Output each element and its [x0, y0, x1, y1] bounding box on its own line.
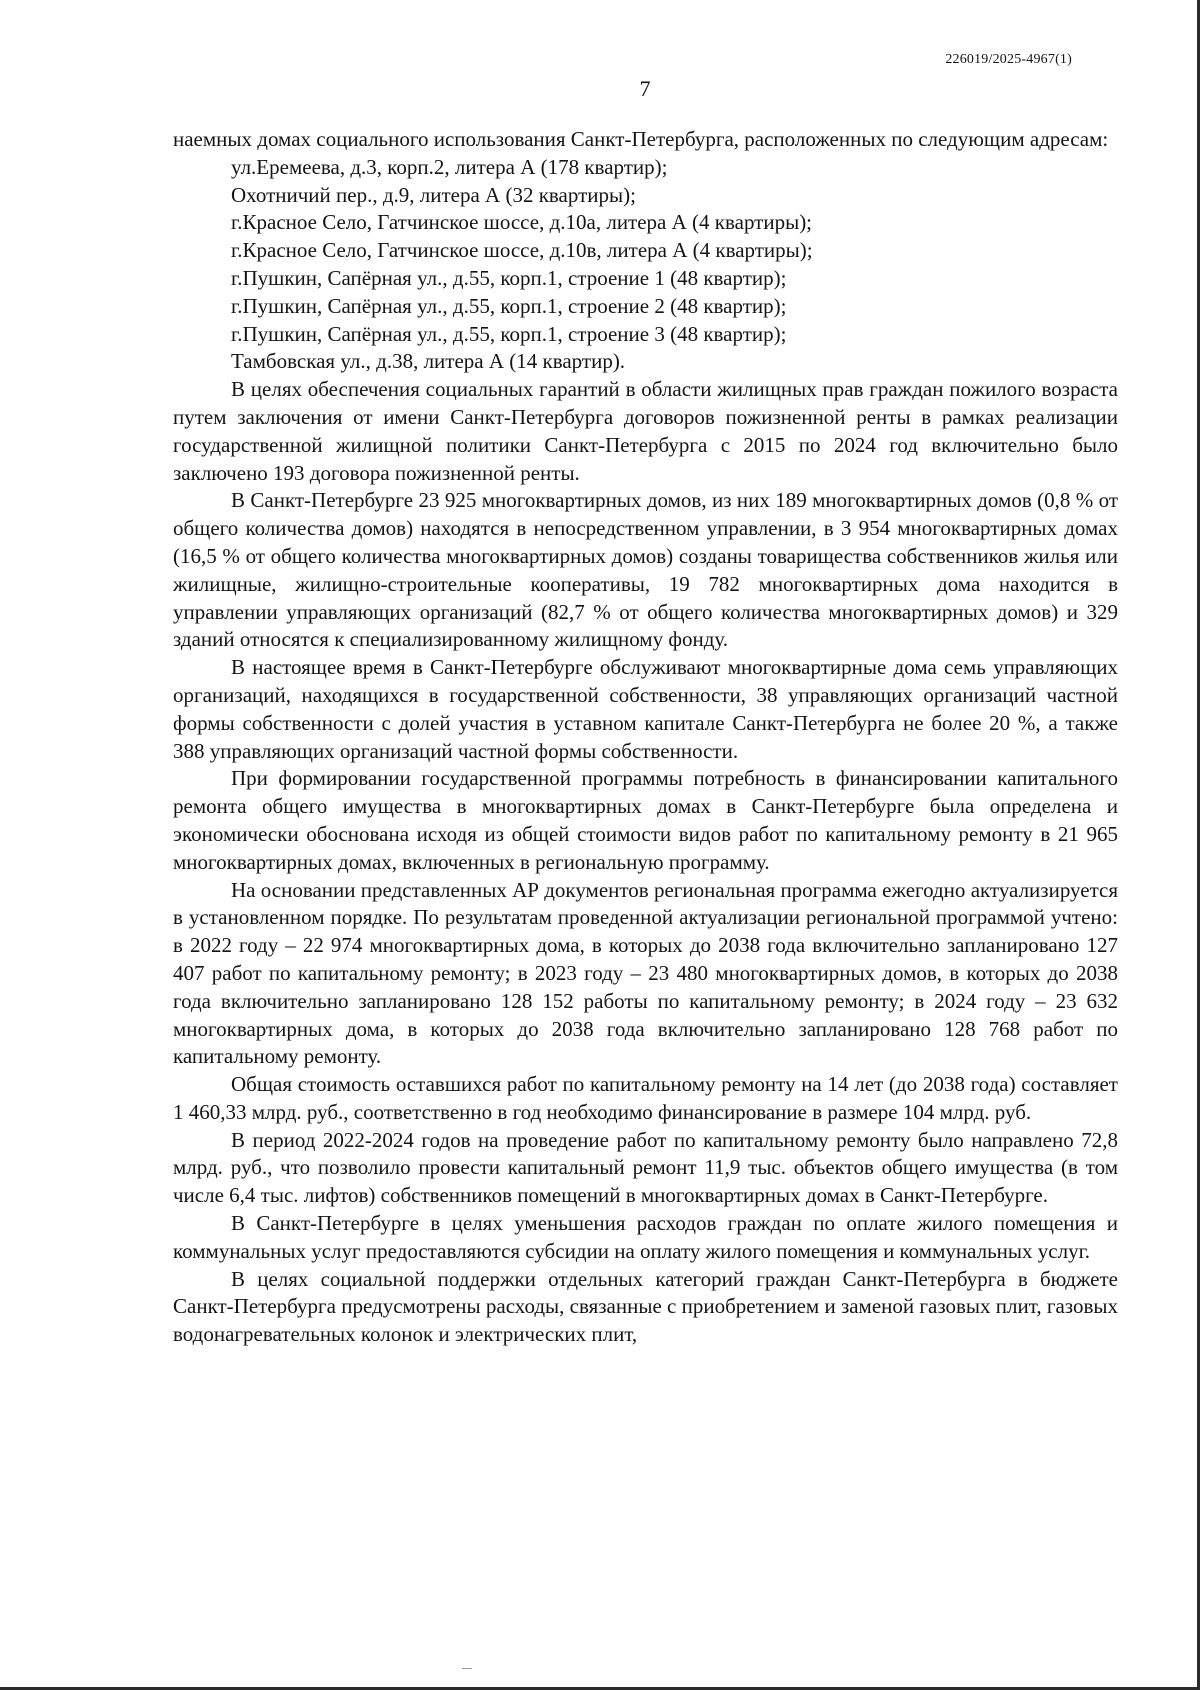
- scan-artifact: [462, 1668, 472, 1669]
- document-body: [173, 126, 1118, 1349]
- address-list: [173, 154, 1118, 376]
- address-item: ул.Еремеева, д.3, корп.2, литера А (178 квартир);: [231, 154, 668, 179]
- paragraph-life-annuity: В целях обеспечения социальных гарантий в области жилищных прав граждан пожилого возраста путем заключения от имени Санкт-Петербурга договоров пожизненной ренты в рамках реализации государственной жилищной политики Санкт-Петербурга с 2015 по 2024 год включительно было заключено 193 договора пожизненной ренты.: [173, 377, 1118, 485]
- address-item: г.Красное Село, Гатчинское шоссе, д.10а, литера А (4 квартиры);: [231, 210, 813, 235]
- address-item: г.Красное Село, Гатчинское шоссе, д.10в, литера А (4 квартиры);: [231, 238, 813, 263]
- address-item: г.Пушкин, Сапёрная ул., д.55, корп.1, строение 2 (48 квартир);: [231, 293, 787, 318]
- page-number: 7: [639, 76, 651, 101]
- address-item: Тамбовская ул., д.38, литера А (14 квартир).: [231, 349, 626, 374]
- paragraph-total-cost: Общая стоимость оставшихся работ по капитальному ремонту на 14 лет (до 2038 года) составляет 1 460,33 млрд. руб., соответственно в год необходимо финансирование в размере 104 млрд. руб.: [173, 1072, 1118, 1124]
- paragraph-management-companies: В настоящее время в Санкт-Петербурге обслуживают многоквартирные дома семь управляющих организаций, находящихся в государственной собственности, 38 управляющих организаций частной формы собственности с долей участия в уставном капитале Санкт-Петербурга не более 20 %, а также 388 управляющих организаций частной формы собственности.: [173, 655, 1118, 763]
- address-item: г.Пушкин, Сапёрная ул., д.55, корп.1, строение 1 (48 квартир);: [231, 265, 787, 290]
- paragraph-subsidies: В Санкт-Петербурге в целях уменьшения расходов граждан по оплате жилого помещения и коммунальных услуг предоставляются субсидии на оплату жилого помещения и коммунальных услуг.: [173, 1211, 1118, 1263]
- intro-paragraph: наемных домах социального использования Санкт-Петербурга, расположенных по следующим адресам:: [173, 127, 1109, 151]
- paragraph-repair-funding-need: При формировании государственной программы потребность в финансировании капитального ремонта общего имущества в многоквартирных домах в Санкт-Петербурге была определена и экономически обоснована исходя из общей стоимости видов работ по капитальному ремонту в 21 965 многоквартирных домах, включенных в региональную программу.: [173, 766, 1118, 874]
- address-item: г.Пушкин, Сапёрная ул., д.55, корп.1, строение 3 (48 квартир);: [231, 321, 787, 346]
- paragraph-social-support: В целях социальной поддержки отдельных категорий граждан Санкт-Петербурга в бюджете Санкт-Петербурга предусмотрены расходы, связанные с приобретением и заменой газовых плит, газовых водонагревательных колонок и электрических плит,: [173, 1266, 1118, 1347]
- address-item: Охотничий пер., д.9, литера А (32 квартиры);: [231, 182, 636, 207]
- paragraph-regional-program: На основании представленных АР документов региональная программа ежегодно актуализируется в установленном порядке. По результатам проведенной актуализации региональной программой учтено: в 2022 году – 22 974 многоквартирных дома, в которых до 2038 года включительно запланировано 127 407 работ по капитальному ремонту; в 2023 году – 23 480 многоквартирных домов, в которых до 2038 года включительно запланировано 128 152 работы по капитальному ремонту; в 2024 году – 23 632 многоквартирных дома, в которых до 2038 года включительно запланировано 128 768 работ по капитальному ремонту.: [173, 877, 1118, 1069]
- document-number: 226019/2025-4967(1): [945, 52, 1072, 67]
- paragraph-repair-results: В период 2022-2024 годов на проведение работ по капитальному ремонту было направлено 72,8 млрд. руб., что позволило провести капитальный ремонт 11,9 тыс. объектов общего имущества (в том числе 6,4 тыс. лифтов) собственников помещений в многоквартирных домах в Санкт-Петербурге.: [173, 1127, 1118, 1208]
- paragraph-housing-stock: В Санкт-Петербурге 23 925 многоквартирных домов, из них 189 многоквартирных домов (0,8 % от общего количества домов) находятся в непосредственном управлении, в 3 954 многоквартирных домах (16,5 % от общего количества многоквартирных домов) созданы товарищества собственников жилья или жилищные, жилищно-строительные кооперативы, 19 782 многоквартирных дома находится в управлении управляющих организаций (82,7 % от общего количества многоквартирных домов) и 329 зданий относятся к специализированному жилищному фонду.: [173, 488, 1118, 652]
